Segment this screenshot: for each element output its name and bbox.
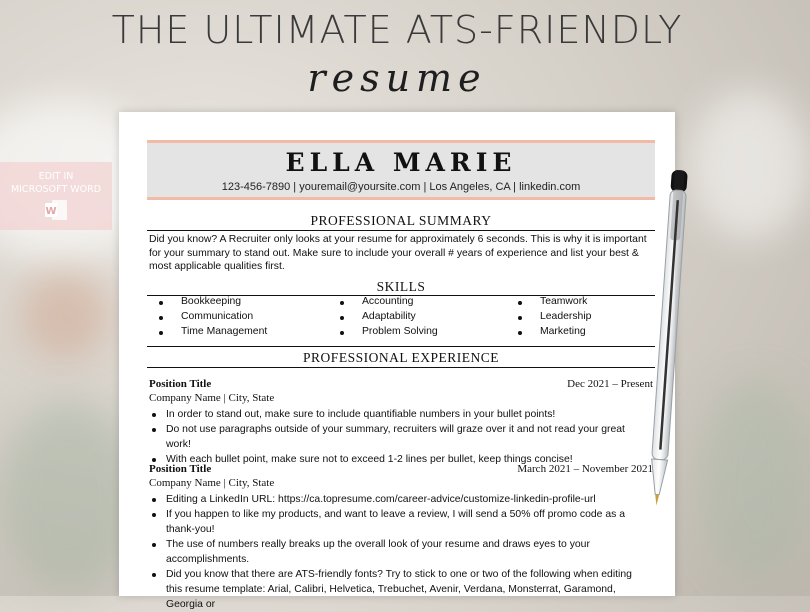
bullet-item: Do not use paragraphs outside of your summary, recruiters will graze over it and not read your great work! (149, 422, 649, 452)
skill-item: Communication (181, 311, 254, 322)
skill-item: Bookkeeping (181, 296, 242, 307)
word-icon (44, 199, 68, 221)
resume-page (119, 112, 675, 610)
job-dates: March 2021 – November 2021 (517, 463, 653, 475)
divider (147, 367, 655, 368)
divider (147, 230, 655, 231)
badge-line-1: EDIT IN (38, 171, 74, 182)
bullet-item: In order to stand out, make sure to include quantifiable numbers in your bullet points! (149, 407, 649, 422)
bullet-item: Editing a LinkedIn URL: https://ca.topresume.com/career-advice/customize-linkedin-profile-url (149, 492, 649, 507)
badge-line-2: MICROSOFT WORD (10, 184, 102, 195)
background-blur (20, 270, 110, 360)
experience-heading: PROFESSIONAL EXPERIENCE (303, 350, 499, 365)
skill-item: Teamwork (540, 296, 588, 307)
bullet-item: The use of numbers really breaks up the overall look of your resume and draws eyes to your accomplishments. (149, 537, 649, 567)
job-company: Company Name | City, State (149, 477, 275, 489)
bullet-item: With each bullet point, make sure not to exceed 1-2 lines per bullet, keep things concise! (149, 452, 649, 467)
skill-item: Problem Solving (362, 326, 438, 337)
resume-name: ELLA MARIE (285, 148, 517, 177)
job-dates: Dec 2021 – Present (567, 378, 653, 390)
job-bullets (149, 492, 649, 612)
divider (147, 346, 655, 347)
job-company: Company Name | City, State (149, 392, 275, 404)
job-title: Position Title (149, 378, 212, 390)
background-blur (700, 380, 810, 580)
bullet-item: If you happen to like my products, and want to leave a review, I will send a 50% off promo code as a thank-you! (149, 507, 649, 537)
svg-text:W: W (45, 206, 57, 217)
hero-script-title: resume (307, 56, 487, 100)
hero-title: THE ULTIMATE ATS-FRIENDLY (111, 8, 683, 52)
skill-item: Marketing (540, 326, 586, 337)
skills-heading: SKILLS (376, 279, 426, 294)
contact-line: 123-456-7890 | youremail@yoursite.com | Los Angeles, CA | linkedin.com (221, 181, 581, 193)
skill-item: Accounting (362, 296, 414, 307)
name-header (147, 140, 655, 200)
edit-in-word-badge (0, 162, 112, 230)
bullet-item: Did you know that there are ATS-friendly fonts? Try to stick to one or two of the following when editing this resume template: Arial, Calibri, Helvetica, Trebuchet, Avenir, Verdana, Monsterrat, Garamond, Georgia or (149, 567, 649, 612)
job-title: Position Title (149, 463, 212, 475)
skill-item: Adaptability (362, 311, 416, 322)
pen-image (640, 160, 700, 520)
background-blur (690, 90, 810, 240)
summary-text: Did you know? A Recruiter only looks at your resume for approximately 6 seconds. This is why it is important for your summary to stand out. Make sure to include your overall # years of experience and list your best & most applicable qualities first. (149, 234, 647, 272)
summary-heading: PROFESSIONAL SUMMARY (310, 213, 492, 228)
job-bullets (149, 407, 649, 467)
skill-item: Leadership (540, 311, 592, 322)
skill-item: Time Management (181, 326, 268, 337)
